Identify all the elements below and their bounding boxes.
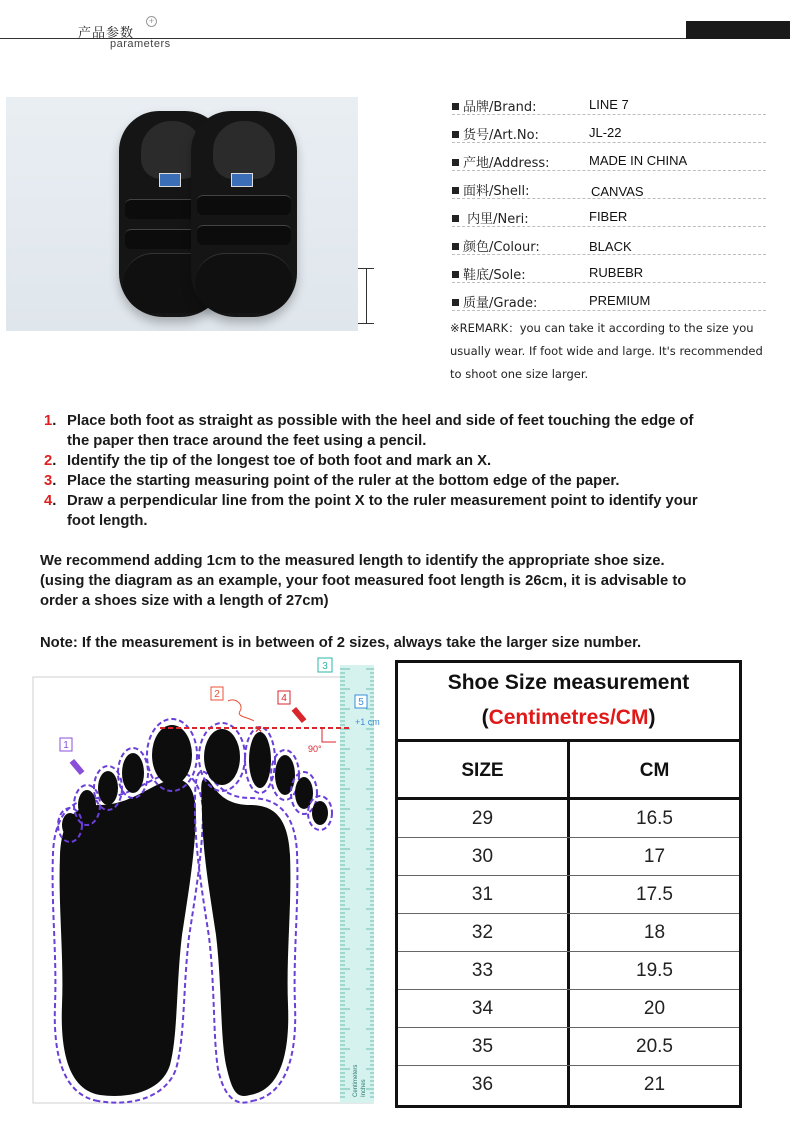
step-number: 1 .	[44, 411, 56, 431]
svg-text:5: 5	[358, 697, 364, 708]
header-title-en: parameters	[110, 38, 171, 50]
bullet-square-icon	[452, 187, 459, 194]
param-value: CANVAS	[591, 184, 644, 199]
step-number: 2 .	[44, 451, 56, 471]
bullet-square-icon	[452, 103, 459, 110]
param-value: RUBEBR	[589, 265, 644, 280]
foot-measurement-diagram	[0, 655, 392, 1107]
param-label: 质量/Grade:	[463, 296, 538, 311]
param-value: PREMIUM	[589, 293, 651, 308]
param-value: FIBER	[589, 209, 628, 224]
svg-text:3: 3	[322, 661, 328, 672]
column-header-cm: CM	[639, 760, 670, 781]
size-table	[395, 660, 742, 1108]
instruction-steps	[44, 411, 784, 531]
ruler	[340, 665, 374, 1103]
instruction-step: 4 . Draw a perpendicular line from the point X to the ruler measurement point to identify your foot length.	[44, 491, 784, 531]
dimension-marker	[366, 268, 367, 324]
table-row: 31 17.5	[398, 876, 739, 914]
column-header-size: SIZE	[461, 760, 504, 781]
step-number: 4 .	[44, 491, 56, 511]
table-row: 30 17	[398, 838, 739, 876]
param-value: LINE 7	[589, 97, 629, 112]
marker-5	[355, 695, 367, 708]
product-photo	[6, 97, 358, 331]
param-row-colour	[452, 227, 766, 255]
svg-text:2: 2	[214, 689, 220, 700]
remark-text: ※REMARK：you can take it according to the size you usually wear. If foot wide and large. It's recommended to shoot one size larger.	[450, 321, 763, 381]
table-row: 35 20.5	[398, 1028, 739, 1066]
param-label: 颜色/Colour:	[463, 240, 540, 255]
param-label: 鞋底/Sole:	[463, 268, 526, 283]
instruction-step: 1 . Place both foot as straight as possible with the heel and side of feet touching the edge of the paper then trace around the feet using a pencil.	[44, 411, 784, 451]
table-row: 29 16.5	[398, 800, 739, 838]
bullet-square-icon	[452, 159, 459, 166]
table-row: 36 21	[471, 1074, 666, 1095]
recommendation-text: We recommend adding 1cm to the measured length to identify the appropriate shoe size. (using the diagram as an example, your foot measured foot length is 26cm, it is advisable to order a shoes size with a length of 27cm)	[40, 553, 687, 609]
table-header	[398, 663, 739, 742]
param-label: 品牌/Brand:	[463, 100, 537, 115]
marker-3	[318, 658, 332, 672]
param-row-grade	[452, 283, 766, 311]
table-row: 34 20	[398, 990, 739, 1028]
plus-icon: +	[146, 16, 157, 27]
instruction-step: 2 . Identify the tip of the longest toe of both foot and mark an X.	[44, 451, 784, 471]
ruler-label-in: Inches	[361, 1079, 367, 1097]
ruler-label-cm: Centimeters	[353, 1064, 359, 1097]
bullet-square-icon	[452, 243, 459, 250]
bullet-square-icon	[452, 271, 459, 278]
param-value: BLACK	[589, 239, 632, 254]
svg-text:1: 1	[63, 740, 69, 751]
right-shoe-image	[191, 111, 297, 317]
svg-text:4: 4	[281, 693, 287, 704]
instruction-step: 3 . Place the starting measuring point of the ruler at the bottom edge of the paper.	[44, 471, 784, 491]
x-mark-icon: ×	[255, 722, 263, 736]
param-label: 面料/Shell:	[463, 184, 530, 199]
table-title: Shoe Size measurement	[447, 671, 690, 694]
step-number: 3 .	[44, 471, 56, 491]
table-row: 33 19.5	[398, 952, 739, 990]
table-row: 32 18	[398, 914, 739, 952]
param-row-sole	[452, 255, 766, 283]
note-text: Note: If the measurement is in between of 2 sizes, always take the larger size number.	[40, 635, 642, 651]
param-label: 货号/Art.No:	[463, 128, 539, 143]
header-title-cn: 产品参数	[78, 26, 135, 41]
param-label: 产地/Address:	[463, 156, 550, 171]
table-subtitle: (Centimetres/CM)	[481, 706, 656, 729]
angle-label: 90°	[308, 744, 322, 754]
param-label: 内里/Neri:	[463, 212, 529, 227]
bullet-square-icon	[452, 131, 459, 138]
param-row-art-no	[452, 115, 766, 143]
param-row-brand	[452, 87, 766, 115]
plus-label: +1 cm	[355, 717, 380, 727]
param-row-neri	[452, 199, 766, 227]
header-accent-block	[686, 21, 790, 39]
param-value: JL-22	[589, 125, 622, 140]
param-value: MADE IN CHINA	[589, 153, 688, 168]
param-row-address	[452, 143, 766, 171]
param-row-shell	[452, 171, 766, 199]
bullet-square-icon	[452, 215, 459, 222]
bullet-square-icon	[452, 299, 459, 306]
